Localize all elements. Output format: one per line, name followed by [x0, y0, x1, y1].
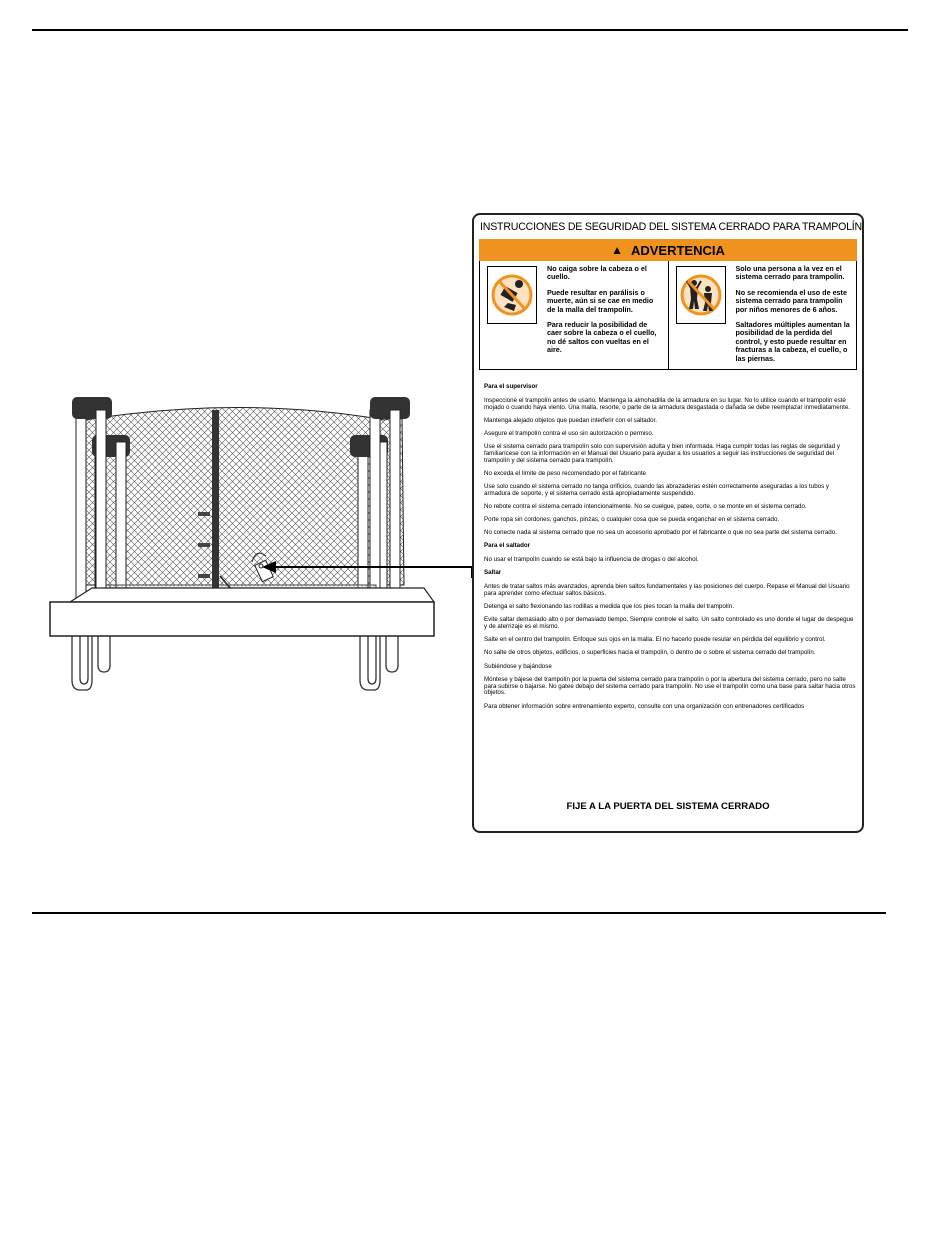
warning-panel-head-fall: [480, 261, 669, 369]
left-panel-line-3: Para reducir la posibilidad de caer sobre la cabeza o el cuello, no dé saltos con vueltas en el aire.: [547, 320, 657, 355]
instruction-heading: Saltar: [484, 569, 502, 577]
label-title: INSTRUCCIONES DE SEGURIDAD DEL SISTEMA CERRADO PARA TRAMPOLÍN: [480, 221, 862, 233]
warning-banner: [479, 239, 857, 261]
right-panel-line-1: Solo una persona a la vez en el sistema cerrado para trampolín.: [735, 264, 845, 282]
enclosure-door-zipper: [212, 410, 219, 602]
instruction-paragraph: Para obtener información sobre entrenamiento experto, consulte con una organización con entrenadores certificados: [484, 702, 805, 710]
instruction-paragraph: Inspeccione el trampolín antes de usarlo. Mantenga la almohadilla de la armadura en su lugar. No lo utilice cuando el trampolín esté mojado o cuando haya viento. Una malla, resorte, o parte de la armadura desgastada o dañada se debe reemplazar inmediatamente.: [484, 396, 850, 411]
instruction-paragraph: Use solo cuando el sistema cerrado no tanga orificios, cuando las abrazaderas estén correctamente aseguradas a los tubos y armadura de soporte, y el sistema cerrado está apropiadamente suspendido.: [484, 483, 829, 497]
instruction-paragraph: Antes de tratar saltos más avanzados, aprenda bien saltos fundamentales y las posiciones del cuerpo. Repase el Manual del Usuario para aprender como efectuar saltos básicos.: [484, 583, 850, 598]
instruction-heading: Para el supervisor: [484, 383, 538, 390]
label-footer: FIJE A LA PUERTA DEL SISTEMA CERRADO: [566, 801, 770, 812]
warning-panel-multiple-jumpers: [669, 261, 857, 369]
trampoline-enclosure-illustration: [40, 380, 480, 720]
trampoline-legs: [72, 635, 398, 690]
warning-panels: [479, 261, 857, 370]
instruction-paragraph: Subiéndose y bajándose: [484, 662, 552, 670]
right-panel-line-2: No se recomienda el uso de este sistema cerrado para trampolín por niños menores de 6 años.: [735, 287, 847, 314]
warning-text: ADVERTENCIA: [630, 242, 725, 258]
left-panel-line-2: Puede resultar en parálisis o muerte, aún si se cae en medio de la malla del trampolín.: [547, 287, 654, 314]
no-head-fall-icon: [487, 266, 537, 324]
top-rule: [32, 29, 908, 31]
instruction-paragraph: No exceda el límite de peso recomendado por el fabricante: [484, 470, 647, 477]
left-panel-line-1: No caiga sobre la cabeza o el cuello.: [547, 264, 647, 282]
warning-triangle-icon: ▲: [611, 243, 623, 257]
instruction-paragraph: No conecte nada al sistema cerrado que no sea un accesorio aprobado por el fabricante o que no sea parte del sistema cerrado.: [484, 529, 837, 537]
instruction-paragraph: Asegure el trampolín contra el uso sin autorización o permiso.: [484, 430, 654, 437]
enclosure-net: [80, 408, 404, 586]
instruction-paragraph: No rebote contra el sistema cerrado intencionalmente. No se cuelgue, patee, corte, o se monte en el sistema cerrado.: [484, 503, 807, 511]
label-instructions: [484, 384, 856, 717]
instruction-paragraph: Salte en el centro del trampolín. Enfoque sus ojos en la malla. El no hacerlo puede resular en pérdida del equilibrio y control.: [484, 636, 826, 644]
trampoline-frame: [50, 602, 434, 636]
safety-label: [472, 213, 864, 833]
instruction-paragraph: No usar el trampolín cuando se está bajo la influencia de drogas o del alcohol.: [484, 556, 699, 564]
instruction-paragraph: Mantenga alejado objetos que puedan interferir con el saltador.: [484, 416, 658, 424]
no-multiple-jumpers-icon: [676, 266, 726, 324]
instruction-paragraph: Use el sistema cerrado para trampolín solo con supervisión adulta y bien informada. Haga cumplir todas las reglas de seguridad y familiarícese con la información en el Manual del Usuario para ayudar a los usuarios a seguir las instrucciones de seguridad del trampolín y del sistema cerrado para trampolín.: [484, 443, 840, 464]
pointer-arrow: [262, 560, 474, 580]
right-panel-line-3: Saltadores múltiples aumentan la posibilidad de la perdida del control, y esto puede resultar en fracturas a la cabeza, el cuello, o las piernas.: [735, 320, 850, 363]
instruction-paragraph: Porte ropa sin cordones, ganchos, pinzas, o cualquier cosa que se pueda enganchar en el sistema cerrado.: [484, 516, 780, 524]
instruction-paragraph: Detenga el salto flexionando las rodillas a medida que los pies tocan la malla del trampolín.: [484, 603, 735, 611]
instruction-paragraph: Evite saltar demasiado alto o por demasiado tiempo, Siempre controle el salto. Un salto controlado es uno donde el lugar de despegue y de aterrizaje es el mismo.: [484, 616, 854, 631]
bottom-rule: [32, 912, 886, 914]
instruction-paragraph: No salte de otros objetos, edificios, o superficies hacia el trampolín, o dentro de o sobre el sistema cerrado del trampolín.: [484, 649, 816, 657]
instruction-paragraph: Móntese y bájese del trampolín por la puerta del sistema cerrado para trampolín o por la abertura del sistema cerrado, pero no salte para subirse o bajarse. No gatee debajo del sistema cerrado para trampolín. No use el trampolín como una base para saltar hacia otros objetos.: [484, 675, 856, 697]
instruction-heading: Para el saltador: [484, 542, 531, 550]
